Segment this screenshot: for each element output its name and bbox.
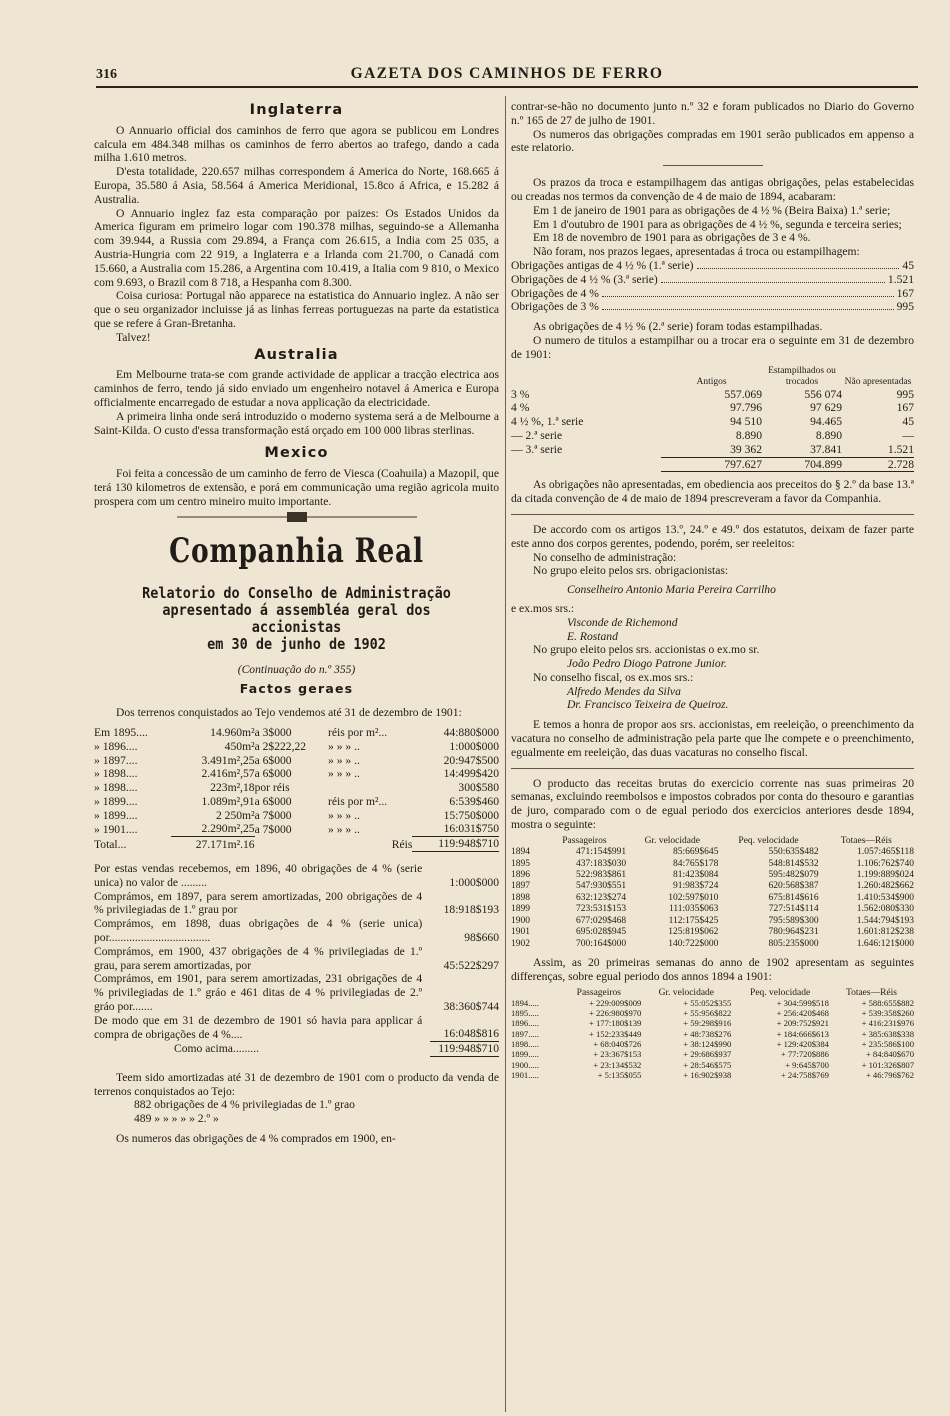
cell: 1.544:794$193: [856, 915, 914, 926]
column-divider: [505, 96, 506, 1412]
cell: —: [902, 428, 914, 442]
item-label: Obrigações antigas de 4 ½ % (1.ª serie): [511, 258, 694, 272]
table-row: [94, 754, 499, 768]
table-row: [511, 939, 914, 950]
report-title-line-2: apresentado á assembléa geral dos accionistas: [162, 600, 431, 636]
board-line: No conselho fiscal, os ex.mos srs.:: [533, 670, 694, 684]
cell: 1.601:812$238: [856, 927, 914, 938]
cell: + 184:666$613: [776, 1028, 829, 1039]
table-row: [511, 401, 914, 415]
differences-table: Passageiros Gr. velocidade Peq. velocidade Totaes—Réis 1894..... + 229:009$009 + 55:052$355 + 304:599$518 + 588:655$882 1895..... + 226:980$970 + 55:956$822 + 256:420$468 + 539:358$260 1896..... + 177:180$139 + 59:298$916 + 209:752$921 + 416:231$976 1897..... + 152:233$449 + 48:738$276 + 184:666$613 + 385:638$338 1898..... + 68:040$726 + 38:124$990 + 129:420$384 + 235:586$100 1899..... + 23:367$153 + 29:686$937 + 77:720$886 + 84:840$670 1900..... + 23:134$532 + 28:546$575 + 9:645$700 + 101:326$807 1901..... + 5:135$055 + 16:902$938 + 24:758$769 + 46:796$762: [511, 987, 914, 1080]
paragraph: As obrigações não apresentadas, em obediencia aos preceitos do § 2.º da base 13.ª da citada convenção de 4 de maio de 1894 prescreveram a favor da Companhia.: [511, 478, 914, 506]
cell: 1.562:080$330: [856, 904, 914, 915]
cell: 45:522$297: [443, 958, 499, 972]
report-title-line-1: Relatorio do Conselho de Administração: [142, 583, 451, 602]
cell: 632:123$274: [576, 892, 627, 903]
cell: 548:814$532: [768, 858, 819, 869]
cell: 1.199:889$024: [856, 870, 914, 881]
cell: 675:814$616: [768, 892, 819, 903]
cell: 15:750$000: [443, 808, 499, 822]
table-row: [511, 893, 914, 904]
leader-dots: [661, 282, 885, 283]
cell: 795:589$300: [768, 915, 819, 926]
table-row: [94, 945, 499, 973]
cell: 450m²: [224, 739, 255, 753]
cell: 1901: [511, 927, 530, 938]
amort-line: 882 obrigações de 4 % privilegiadas de 1.º grao: [134, 1098, 355, 1112]
cell: 595:482$079: [768, 870, 819, 881]
cell: 1894.....: [511, 997, 539, 1008]
cell: + 23:134$532: [593, 1059, 642, 1070]
heading-factos-geraes: Factos geraes: [239, 681, 354, 697]
cell: » » » ..: [328, 808, 360, 822]
paragraph: D'esta totalidade, 220.657 milhas correspondem á America do Norte, 168.665 á Europa, 35.580 á Asia, 58.564 á America Meridional, 15.8co á Africa, e 15.282 á Australia.: [94, 165, 499, 206]
cell: + 5:135$055: [597, 1069, 642, 1080]
table-row: [511, 1008, 914, 1018]
cell: + 385:638$338: [861, 1028, 914, 1039]
cell: 1896.....: [511, 1018, 539, 1029]
cell: 97.796: [730, 401, 762, 415]
table-row: [511, 415, 914, 429]
cell: 437:183$030: [576, 858, 627, 869]
not-presented-list: [511, 259, 914, 314]
item-value: 45: [902, 258, 914, 272]
cell: 16:031$750: [412, 822, 499, 836]
cell: 727:514$114: [768, 904, 819, 915]
paragraph: Coisa curiosa: Portugal não apparece na estatistica do Annuario inglez. A não ser que o seu organizador incluisse já as linhas ferreas portuguezas na parte da estatistica que se refere á Gran-Bretanha.: [94, 289, 499, 330]
cell: 1.410:534$900: [856, 892, 914, 903]
right-column: [511, 100, 914, 1080]
cell: a 6$000: [254, 753, 292, 767]
cell: 1.106:762$740: [856, 858, 914, 869]
paragraph: E temos a honra de propor aos srs. accionistas, em reeleição, o preenchimento da vacatura no conselho de administração pela parte que lhe compete e o preenchimento, egualmente em reeleição, das duas vacaturas no conselho fiscal.: [511, 718, 914, 759]
board-member: João Pedro Diogo Patrone Junior.: [567, 657, 727, 671]
board-member: Conselheiro Antonio Maria Pereira Carrilho: [567, 583, 776, 597]
cell: 1897.....: [511, 1028, 539, 1039]
cell: 471:154$991: [576, 847, 627, 858]
amort-line: 489 » » » » » 2.º »: [134, 1112, 219, 1126]
paragraph: Dos terrenos conquistados ao Tejo vendemos até 31 de dezembro de 1901:: [116, 706, 462, 720]
cell: » 1901....: [94, 822, 138, 836]
table-row: [511, 904, 914, 915]
paragraph: Os numeros das obrigações de 4 % comprados em 1900, en-: [116, 1131, 396, 1145]
paragraph: As obrigações de 4 ½ % (2.ª serie) foram todas estampilhadas.: [533, 320, 823, 334]
cell: 557.069: [724, 387, 762, 401]
page-number: 316: [96, 67, 117, 82]
cell: + 177:180$139: [588, 1018, 642, 1029]
cell: — 3.ª serie: [511, 443, 563, 457]
cell: 1897: [511, 881, 530, 892]
cell: Em 1895....: [94, 725, 148, 739]
paragraph: Os prazos da troca e estampilhagem das antigas obrigações, pelas estabelecidas ou creadas nos termos da convenção de 4 de maio de 1894, acabaram:: [511, 176, 914, 203]
cell: 1901.....: [511, 1069, 539, 1080]
cell: 37.841: [810, 442, 842, 456]
paragraph: De accordo com os artigos 13.º, 24.º e 49.º dos estatutos, deixam de fazer parte este anno dos corpos gerentes, podendo, porém, ser reeleitos:: [511, 522, 914, 550]
cell: » 1896....: [94, 739, 138, 753]
table-row: [94, 890, 499, 918]
cell: 8.890: [735, 428, 762, 442]
cell: 125:819$062: [668, 927, 719, 938]
cell: 300$580: [458, 781, 499, 795]
paragraph: Em 18 de novembro de 1901 para as obrigações de 3 e 4 %.: [533, 231, 811, 245]
cell: + 226:980$970: [588, 1008, 642, 1019]
left-column: [94, 100, 499, 1146]
table-row: [511, 870, 914, 881]
section-ornament: [177, 511, 417, 523]
cell: + 59:298$916: [683, 1018, 732, 1029]
table-row: [511, 1039, 914, 1049]
cell: + 46:796$762: [865, 1069, 914, 1080]
board-line: e ex.mos srs.:: [511, 601, 575, 615]
cell: 1:000$000: [449, 875, 499, 889]
table-row: [511, 1018, 914, 1028]
cell: 102:597$010: [668, 892, 719, 903]
cell: » 1898....: [94, 767, 138, 781]
cell: 140:722$000: [668, 938, 719, 949]
cell: 14.960m²: [210, 725, 255, 739]
cell: + 48:738$276: [683, 1028, 732, 1039]
cell: 44:880$000: [443, 725, 499, 739]
cell: 1.260:482$662: [856, 881, 914, 892]
item-value: 1.521: [887, 272, 914, 286]
paragraph: O Annuario inglez faz esta comparação por paizes: Os Estados Unidos da America figuram em primeiro logar com 190.378 milhas, seguindo-se a Allemanha com 39.944, a Russia com 29.894, a França com 26.615, a India com 25 035, a Austria-Hungria com 22 919, a Inglaterra e a Irlanda com 21.700, o Canadá com 15.660, a Australia com 15.286, a Argentina com 10.419, a Italia com 9 810, o Mexico com 9.693, o Brazil com 8 718, a Hespanha com 8.300.: [94, 206, 499, 289]
paragraph: Em Melbourne trata-se com grande actividade de applicar a tracção electrica aos caminhos de ferro, tendo já sido enviado um engenheiro notavel á America e Europa officialmente encarregado de estudar a nova applicação da electricidade.: [94, 368, 499, 409]
cell: 1.089m²,91: [201, 794, 255, 808]
table-row: [94, 972, 499, 1013]
cell: 223m²,18: [210, 781, 255, 795]
cell: 1:000$000: [449, 739, 499, 753]
cell: 98$660: [464, 931, 499, 945]
cell: 1.646:121$000: [856, 938, 914, 949]
list-item: [511, 273, 914, 287]
board-member: Visconde de Richemond: [567, 615, 678, 629]
cell: + 68:040$726: [593, 1039, 642, 1049]
cell: 38:360$744: [443, 1000, 499, 1014]
cell: De modo que em 31 de dezembro de 1901 só havia para applicar á compra de obrigações de 4 %....: [94, 1013, 423, 1041]
cell: 805:235$000: [768, 938, 819, 949]
cell: 522:983$861: [576, 870, 627, 881]
cell: 677:029$468: [576, 915, 627, 926]
cell: » 1898....: [94, 781, 138, 795]
cell: réis por m²...: [328, 725, 388, 739]
paragraph: O producto das receitas brutas do exercicio corrente nas suas primeiras 20 semanas, excluindo reembolsos e impostos cobrados por conta do thesouro e garantias de juro, comparado com o de egual periodo dos exercicios anteriores desde 1894, mostra o seguinte:: [511, 776, 914, 832]
cell: 91:983$724: [673, 881, 719, 892]
cell: 16:048$816: [430, 1014, 499, 1042]
application-table: [94, 862, 499, 1057]
table-row: [511, 998, 914, 1008]
paragraph: Em 1 d'outubro de 1901 para as obrigações de 4 ½ %, segunda e terceira series;: [533, 217, 902, 231]
cell: 1895: [511, 858, 530, 869]
cell: + 23:367$153: [593, 1049, 642, 1060]
paragraph: Os numeros das obrigações compradas em 1901 serão publicados em appenso a este relatorio.: [511, 127, 914, 155]
cell: 550:635$482: [768, 847, 819, 858]
table-row: [511, 1049, 914, 1059]
cell: » » » ..: [328, 739, 360, 753]
cell: 695:028$945: [576, 927, 627, 938]
stamp-total-row: 797.627 704.899 2.728: [511, 457, 914, 472]
item-label: Obrigações de 4 %: [511, 286, 599, 300]
leader-dots: [602, 309, 894, 310]
cell: 1900: [511, 915, 530, 926]
list-item: [511, 300, 914, 314]
leader-dots: [602, 296, 894, 297]
cell: Comprámos, em 1901, para serem amortizadas, 231 obrigações de 4 % privilegiadas de 1.º gráo e 461 ditas de 4 % privilegiadas de 2.º gráo por.......: [94, 972, 423, 1014]
cell: Comprámos, em 1900, 437 obrigações de 4 % privilegiadas de 1.º grau, para serem amortizadas, por: [94, 944, 423, 972]
board-line: No grupo eleito pelos srs. accionistas o ex.mo sr.: [533, 643, 760, 657]
cell: + 55:052$355: [683, 997, 732, 1008]
cell: 94 510: [730, 415, 762, 429]
cell: 45: [902, 415, 914, 429]
paragraph: A primeira linha onde será introduzido o moderno systema será a de Melbourne a Saint-Kilda. O custo d'essa transformação está orçado em 100 000 libras sterlinas.: [94, 409, 499, 437]
table-row: [94, 809, 499, 823]
table-row: [511, 859, 914, 870]
table-row: [511, 1070, 914, 1080]
board-line: No conselho de administração:: [533, 550, 677, 564]
heading-mexico: Mexico: [264, 445, 329, 462]
cell: 6:539$460: [449, 794, 499, 808]
paragraph: Talvez!: [116, 330, 151, 344]
list-item: [511, 259, 914, 273]
cell: Por estas vendas recebemos, em 1896, 40 obrigações de 4 % (serie unica) no valor de .........: [94, 862, 423, 889]
como-acima-row: Como acima......... 119:948$710: [174, 1041, 499, 1056]
cell: 2.416m²,57: [201, 767, 255, 781]
cell: 1.057:465$118: [857, 847, 914, 858]
cell: + 29:686$937: [683, 1049, 732, 1060]
cell: » 1897....: [94, 753, 138, 767]
cell: 620:568$387: [768, 881, 819, 892]
paragraph: Foi feita a concessão de um caminho de ferro de Viesca (Coahuila) a Mazopil, que terá 130 kilometros de extensão, e porá em communicação uma região agricola muito prospera com um centro mineiro muito importante.: [94, 467, 499, 508]
cell: + 256:420$468: [776, 1008, 829, 1019]
cell: 547:930$551: [576, 881, 627, 892]
list-item: [511, 287, 914, 301]
item-value: 995: [896, 300, 914, 314]
revenue-table: Passageiros Gr. velocidade Peq. velocidade Totaes—Réis 1894 471:154$991 85:669$645 550:635$482 1.057:465$118 1895 437:183$030 84:765$178 548:814$532 1.106:762$740 1896 522:983$861 81:423$084 595:482$079 1.199:889$024 1897 547:930$551 91:983$724 620:568$387 1.260:482$662 1898 632:123$274 102:597$010 675:814$616 1.410:534$900 1899 723:531$153 111:035$063 727:514$114 1.562:080$330 1900 677:029$468 112:175$425 795:589$300 1.544:794$193 1901 695:028$945 125:819$062 780:964$231 1.601:812$238 1902 700:164$000 140:722$000 805:235$000 1.646:121$000: [511, 835, 914, 949]
cell: 1899.....: [511, 1049, 539, 1060]
cell: Comprámos, em 1898, duas obrigações de 4 % (serie unica) por...................................: [94, 917, 423, 945]
report-title-line-3: em 30 de junho de 1902: [207, 634, 386, 653]
cell: + 416:231$976: [861, 1018, 914, 1029]
cell: + 129:420$384: [776, 1039, 829, 1049]
cell: — 2.ª serie: [511, 428, 563, 442]
table-row: [511, 916, 914, 927]
cell: 1902: [511, 938, 530, 949]
cell: 84:765$178: [673, 858, 719, 869]
item-label: Obrigações de 4 ½ % (3.ª serie): [511, 272, 658, 286]
cell: 167: [896, 401, 914, 415]
board-member: Alfredo Mendes da Silva: [567, 684, 681, 698]
cell: 2 250m²: [215, 808, 255, 822]
cell: + 38:124$990: [683, 1039, 732, 1049]
cell: 556 074: [804, 387, 842, 401]
cell: a 7$000: [254, 822, 292, 836]
cell: + 152:233$449: [588, 1028, 642, 1039]
cell: a 2$222,22: [254, 739, 307, 753]
cell: 1894: [511, 847, 530, 858]
cell: » 1899....: [94, 794, 138, 808]
cell: 18:918$193: [443, 903, 499, 917]
table-row: [94, 862, 499, 890]
table-row: [94, 822, 499, 836]
cell: + 101:326$807: [861, 1059, 914, 1070]
cell: 81:423$084: [673, 870, 719, 881]
cell: 2.290m²,25: [201, 822, 255, 836]
paragraph: Assim, as 20 primeiras semanas do anno de 1902 apresentam as seguintes differenças, sobre egual periodo dos annos 1894 a 1901:: [511, 955, 914, 983]
cell: por réis: [254, 781, 290, 795]
table-row: [511, 847, 914, 858]
table-row: [511, 443, 914, 457]
companhia-real-title: Companhia Real: [169, 530, 424, 571]
cell: réis por m²...: [328, 794, 388, 808]
cell: a 6$000: [254, 794, 292, 808]
cell: + 235:586$100: [861, 1039, 914, 1049]
cell: + 16:902$938: [683, 1069, 732, 1080]
table-row: [511, 429, 914, 443]
stamp-table: Antigos Estampilhados ou trocados Não apresentadas 3 % 557.069 556 074 995 4 % 97.796 97 629 167 4 ½ %, 1.ª serie 94 510 94.465 45 — 2.ª serie 8.890 8.890 — — 3.ª serie 39 362 37.841 1.521 797.627 704.899 2.728: [511, 365, 914, 471]
table-row: [511, 927, 914, 938]
paragraph: O numero de titulos a estampilhar ou a trocar era o seguinte em 31 de dezembro de 1901:: [511, 333, 914, 361]
cell: + 209:752$921: [776, 1018, 829, 1029]
paragraph: Teem sido amortizadas até 31 de dezembro de 1901 com o producto da venda de terrenos conquistados ao Tejo:: [94, 1070, 499, 1098]
cell: 94.465: [810, 415, 842, 429]
table-row: [94, 795, 499, 809]
cell: + 28:546$575: [683, 1059, 732, 1070]
cell: » » » ..: [328, 753, 360, 767]
table-row: [94, 781, 499, 795]
leader-dots: [697, 268, 900, 269]
cell: + 24:758$769: [780, 1069, 829, 1080]
heading-inglaterra: Inglaterra: [249, 102, 344, 118]
cell: 780:964$231: [768, 927, 819, 938]
paragraph: Em 1 de janeiro de 1901 para as obrigações de 4 ½ % (Beira Baixa) 1.ª serie;: [533, 203, 891, 217]
cell: 8.890: [815, 428, 842, 442]
land-sales-table: [94, 726, 499, 852]
cell: » » » ..: [328, 767, 360, 781]
cell: 111:035$063: [668, 904, 719, 915]
cell: 4 ½ %, 1.ª serie: [511, 415, 584, 429]
cell: 112:175$425: [668, 915, 719, 926]
paragraph: contrar-se-hão no documento junto n.º 32 e foram publicados no Diario do Governo n.º 165 de 27 de julho de 1901.: [511, 100, 914, 127]
cell: 1900.....: [511, 1059, 539, 1070]
cell: 85:669$645: [673, 847, 719, 858]
cell: 39 362: [730, 442, 762, 456]
table-row: [511, 388, 914, 402]
board-member: E. Rostand: [567, 629, 618, 643]
cell: 700:164$000: [576, 938, 627, 949]
cell: 14:499$420: [443, 767, 499, 781]
cell: 1899: [511, 904, 530, 915]
cell: + 229:009$009: [588, 997, 642, 1008]
sales-total-row: Total... 27.171m².16 Réis 119:948$710: [94, 837, 499, 851]
table-row: [94, 726, 499, 740]
cell: 1898.....: [511, 1039, 539, 1049]
table-row: [94, 767, 499, 781]
cell: 1.521: [887, 442, 914, 456]
cell: 20:947$500: [443, 753, 499, 767]
cell: Comprámos, em 1897, para serem amortizadas, 200 obrigações de 4 % privilegiadas de 1.º grau por: [94, 889, 423, 917]
cell: 1896: [511, 870, 530, 881]
cell: 3 %: [511, 387, 530, 401]
cell: 1898: [511, 892, 530, 903]
cell: + 55:956$822: [683, 1008, 732, 1019]
cell: a 6$000: [254, 767, 292, 781]
paragraph: Não foram, nos prazos legaes, apresentadas á troca ou estampilhagem:: [533, 245, 860, 259]
table-row: [94, 917, 499, 945]
cell: » » » ..: [328, 822, 360, 836]
table-row: [511, 1029, 914, 1039]
board-line: No grupo eleito pelos srs. obrigacionistas:: [533, 564, 729, 578]
journal-title: GAZETA DOS CAMINHOS DE FERRO: [350, 65, 664, 82]
cell: + 539:358$260: [861, 1008, 914, 1019]
cell: + 84:840$670: [865, 1049, 914, 1060]
cell: a 3$000: [254, 725, 292, 739]
cell: + 588:655$882: [861, 997, 914, 1008]
table-row: [511, 1060, 914, 1070]
item-value: 167: [896, 286, 914, 300]
paragraph: O Annuario official dos caminhos de ferro que agora se publicou em Londres calcula em 484.348 milhas os caminhos de ferro abertos ao trafego, dando a cada milha 1.610 metros.: [94, 123, 499, 165]
table-row: [94, 1014, 499, 1042]
continuation-note: (Continuação do n.º 355): [237, 662, 356, 676]
cell: + 304:599$518: [776, 997, 829, 1008]
cell: 97 629: [810, 401, 842, 415]
cell: 723:531$153: [576, 904, 627, 915]
cell: + 77:720$886: [780, 1049, 829, 1060]
table-row: [94, 740, 499, 754]
heading-australia: Australia: [254, 346, 339, 363]
cell: 3.491m²,25: [201, 753, 255, 767]
cell: 4 %: [511, 401, 530, 415]
cell: 995: [896, 387, 914, 401]
board-member: Dr. Francisco Teixeira de Queiroz.: [567, 698, 729, 712]
page-header: [96, 62, 918, 88]
cell: 1895.....: [511, 1008, 539, 1019]
table-row: [511, 881, 914, 892]
cell: + 9:645$700: [785, 1059, 829, 1070]
cell: [328, 781, 412, 795]
cell: a 7$000: [254, 808, 292, 822]
cell: » 1899....: [94, 808, 138, 822]
item-label: Obrigações de 3 %: [511, 300, 599, 314]
